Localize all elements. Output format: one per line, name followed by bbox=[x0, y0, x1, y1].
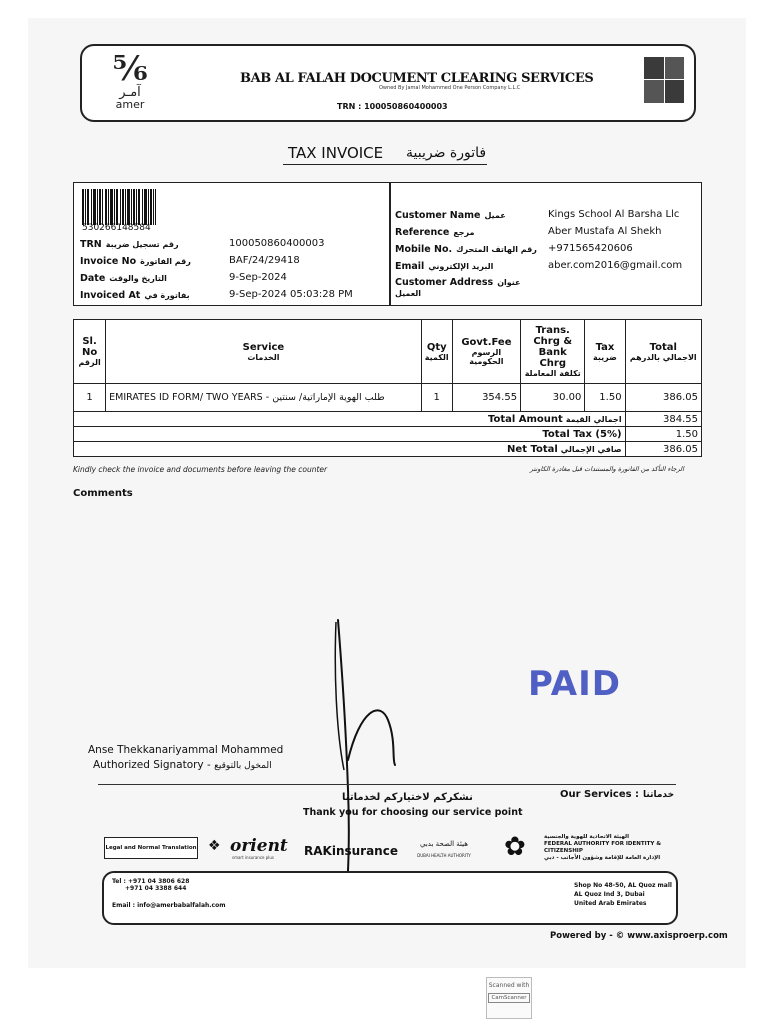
legal-translation-logo: Legal and Normal Translation bbox=[104, 837, 198, 859]
customer-name-label: Customer Name عميل bbox=[395, 210, 506, 221]
total-amount-label: Total Amount اجمالي القيمة bbox=[74, 412, 626, 427]
check-invoice-note-arabic: الرجاء التأكد من الفاتورة والمستندات قبل مغادرة الكاونتر bbox=[530, 465, 684, 473]
header-service: Service الخدمات bbox=[106, 320, 422, 384]
total-tax-value: 1.50 bbox=[625, 427, 701, 442]
total-amount-value: 384.55 bbox=[625, 412, 701, 427]
amer-logo bbox=[108, 49, 152, 112]
orient-icon: ❖ bbox=[208, 838, 221, 854]
header-qty: Qty الكمية bbox=[421, 320, 452, 384]
footer-tel-2: +971 04 3388 644 bbox=[125, 885, 187, 892]
table-row bbox=[74, 384, 702, 412]
footer-email: Email : info@amerbabalfalah.com bbox=[112, 902, 226, 909]
date-label: Date التاريخ والوقت bbox=[80, 273, 167, 284]
net-total-label: Net Total صافي الإجمالي bbox=[74, 442, 626, 457]
comments-label: Comments bbox=[73, 488, 133, 499]
row-tax: 1.50 bbox=[585, 384, 625, 412]
trn-value: 100050860400003 bbox=[229, 238, 325, 249]
customer-name-value: Kings School Al Barsha Llc bbox=[548, 209, 680, 220]
camscanner-caption: Scanned with bbox=[488, 982, 530, 989]
invoiced-at-label: Invoiced At بفاتورة في bbox=[80, 290, 190, 301]
camscanner-badge bbox=[486, 977, 532, 1019]
check-invoice-note: Kindly check the invoice and documents before leaving the counter bbox=[73, 465, 328, 474]
rak-insurance-logo: RAKinsurance bbox=[304, 844, 398, 858]
dha-logo: DUBAI HEALTH AUTHORITY bbox=[417, 853, 471, 858]
footer-address-2: AL Quoz Ind 3, Dubai bbox=[574, 891, 645, 898]
thanks-arabic: نشكركم لاختياركم لخدماتنا bbox=[342, 792, 473, 803]
thanks-divider bbox=[98, 784, 676, 785]
orient-tagline: smart insurance plus bbox=[232, 855, 275, 860]
net-total-row bbox=[74, 442, 702, 457]
powered-by: Powered by - © www.axisproerp.com bbox=[550, 931, 728, 941]
amer-logo-mark: ⅚ bbox=[112, 49, 148, 89]
camscanner-logo: CamScanner bbox=[488, 993, 529, 1003]
header-total: Total الاجمالي بالدرهم bbox=[625, 320, 701, 384]
signatory-name: Anse Thekkanariyammal Mohammed bbox=[88, 744, 284, 756]
tax-invoice-title-arabic: فاتورة ضريبية bbox=[406, 145, 487, 161]
row-qty: 1 bbox=[421, 384, 452, 412]
company-logo-squares bbox=[644, 57, 684, 103]
company-name: BAB AL FALAH DOCUMENT CLEARING SERVICES bbox=[240, 71, 594, 86]
orient-logo: orient bbox=[230, 836, 288, 856]
trn-label: TRN رقم تسجيل ضريبة bbox=[80, 239, 179, 250]
header-trans-charge: Trans. Chrg & Bank Chrg تكلفة المعاملة bbox=[521, 320, 585, 384]
total-amount-row bbox=[74, 412, 702, 427]
tax-invoice-title: TAX INVOICE bbox=[288, 144, 384, 162]
customer-address-label-arabic: العميل bbox=[395, 289, 422, 298]
mobile-label: Mobile No. رقم الهاتف المتحرك bbox=[395, 244, 537, 255]
mobile-value: +971565420606 bbox=[548, 243, 633, 254]
row-govt-fee: 354.55 bbox=[452, 384, 520, 412]
paid-stamp: PAID bbox=[528, 664, 621, 704]
our-services-label: Our Services : خدماتنا bbox=[560, 789, 675, 800]
invoice-no-label: Invoice No رقم الفاتورة bbox=[80, 256, 191, 267]
email-value: aber.com2016@gmail.com bbox=[548, 260, 683, 271]
row-sl: 1 bbox=[74, 384, 106, 412]
company-header bbox=[80, 44, 696, 122]
header-govt-fee: Govt.Fee الرسوم الحكومية bbox=[452, 320, 520, 384]
company-owned-by: Owned By Jamal Mohammed One Person Company L.L.C bbox=[379, 85, 521, 91]
company-trn: TRN : 100050860400003 bbox=[337, 102, 448, 111]
footer-address-3: United Arab Emirates bbox=[574, 900, 647, 907]
header-tax: Tax ضريبة bbox=[585, 320, 625, 384]
invoice-info-box bbox=[73, 182, 702, 306]
signatory-role: Authorized Signatory - المخول بالتوقيع bbox=[93, 759, 272, 771]
table-header-row bbox=[74, 320, 702, 384]
service-table bbox=[73, 319, 702, 457]
customer-address-label: Customer Address عنوان bbox=[395, 277, 521, 288]
total-tax-label: Total Tax (5%) bbox=[74, 427, 626, 442]
footer-address-1: Shop No 48-50, AL Quoz mall bbox=[574, 882, 672, 889]
net-total-value: 386.05 bbox=[625, 442, 701, 457]
row-trans-charge: 30.00 bbox=[521, 384, 585, 412]
invoiced-at-value: 9-Sep-2024 05:03:28 PM bbox=[229, 289, 353, 300]
federal-authority-logo: الهيئة الاتحادية للهوية والجنسية FEDERAL AUTHORITY FOR IDENTITY & CITIZENSHIP الإدارة العامة للإقامة وشؤون الأجانب - دبي bbox=[544, 834, 662, 861]
barcode-number: 530266148584 bbox=[82, 223, 151, 233]
amer-logo-text: amer bbox=[115, 98, 145, 111]
row-service: EMIRATES ID FORM/ TWO YEARS - طلب الهوية الإماراتية/ سنتين bbox=[106, 384, 422, 412]
title-underline bbox=[283, 164, 487, 165]
info-divider bbox=[389, 183, 391, 305]
header-sl: Sl. No الرقم bbox=[74, 320, 106, 384]
falcon-icon: ✿ bbox=[504, 832, 526, 862]
row-total: 386.05 bbox=[625, 384, 701, 412]
thanks-message: Thank you for choosing our service point bbox=[303, 807, 523, 818]
contact-footer bbox=[102, 871, 678, 925]
email-label: Email البريد الإلكتروني bbox=[395, 261, 494, 272]
date-value: 9-Sep-2024 bbox=[229, 272, 287, 283]
invoice-no-value: BAF/24/29418 bbox=[229, 255, 300, 266]
amer-logo-arabic: آمـر bbox=[119, 85, 141, 100]
footer-tel-1: Tel : +971 04 3806 628 bbox=[112, 878, 190, 885]
reference-value: Aber Mustafa Al Shekh bbox=[548, 226, 662, 237]
dha-logo-arabic: هيئة الصحة بدبي bbox=[420, 840, 468, 848]
total-tax-row bbox=[74, 427, 702, 442]
barcode bbox=[82, 189, 156, 225]
reference-label: Reference مرجع bbox=[395, 227, 475, 238]
partner-logos bbox=[104, 826, 674, 866]
